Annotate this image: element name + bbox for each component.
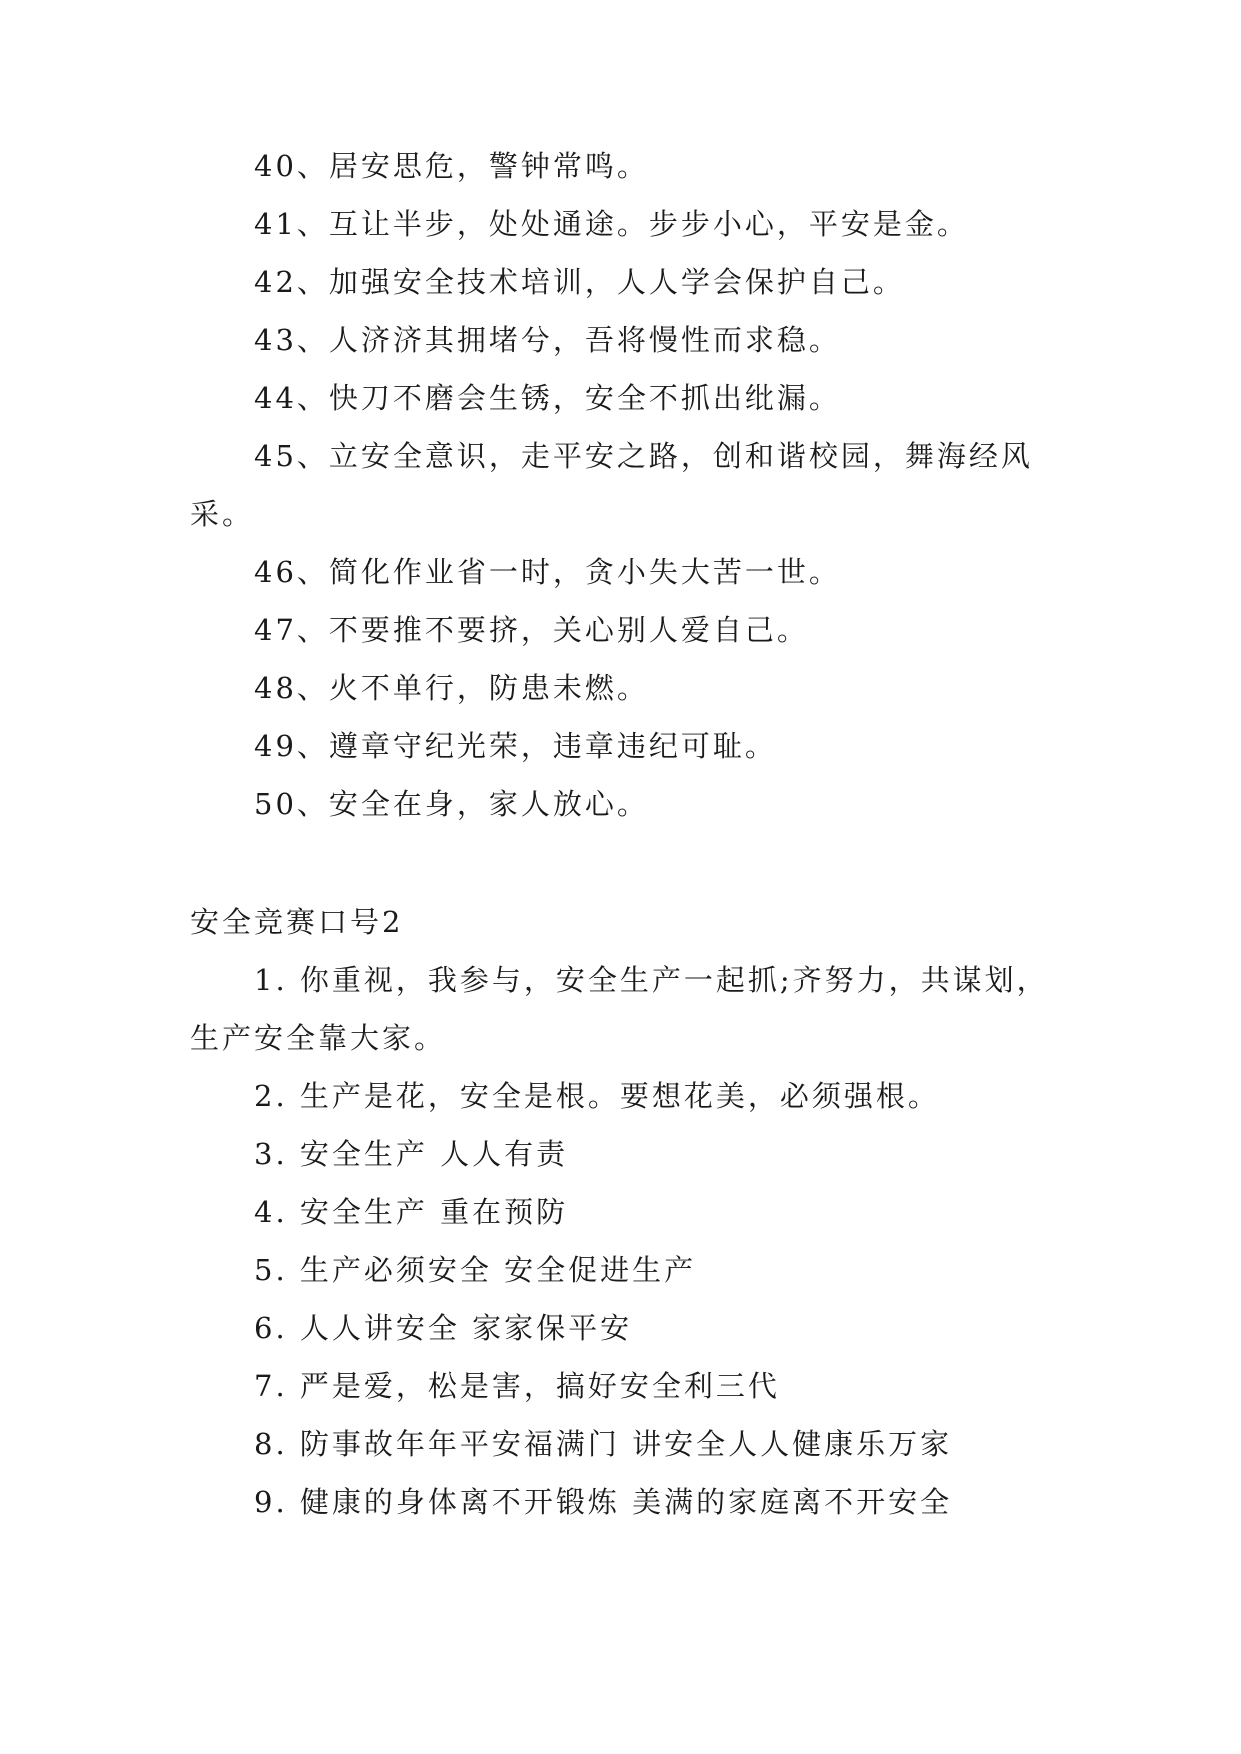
slogan-2-6: 6. 人人讲安全 家家保平安 <box>254 1311 633 1345</box>
slogan-47: 47、不要推不要挤，关心别人爱自己。 <box>254 613 809 647</box>
section-heading: 安全竞赛口号2 <box>190 905 404 939</box>
slogan-2-4: 4. 安全生产 重在预防 <box>254 1195 569 1229</box>
slogan-46: 46、简化作业省一时，贪小失大苦一世。 <box>254 555 841 589</box>
slogan-2-1: 1. 你重视，我参与，安全生产一起抓;齐努力，共谋划， <box>254 963 1049 997</box>
slogan-40: 40、居安思危，警钟常鸣。 <box>254 149 649 183</box>
slogan-44: 44、快刀不磨会生锈，安全不抓出纰漏。 <box>254 381 841 415</box>
slogan-2-1-continuation: 生产安全靠大家。 <box>190 1021 447 1055</box>
slogan-2-2: 2. 生产是花，安全是根。要想花美，必须强根。 <box>254 1079 940 1113</box>
slogan-2-8: 8. 防事故年年平安福满门 讲安全人人健康乐万家 <box>254 1427 953 1461</box>
slogan-45: 45、立安全意识，走平安之路，创和谐校园，舞海经风 <box>254 439 1033 473</box>
slogan-49: 49、遵章守纪光荣，违章违纪可耻。 <box>254 729 777 763</box>
slogan-45-continuation: 采。 <box>190 497 255 531</box>
slogan-50: 50、安全在身，家人放心。 <box>254 787 649 821</box>
slogan-2-5: 5. 生产必须安全 安全促进生产 <box>254 1253 697 1287</box>
slogan-2-7: 7. 严是爱，松是害，搞好安全利三代 <box>254 1369 780 1403</box>
slogan-2-3: 3. 安全生产 人人有责 <box>254 1137 569 1171</box>
slogan-43: 43、人济济其拥堵兮，吾将慢性而求稳。 <box>254 323 841 357</box>
slogan-48: 48、火不单行，防患未燃。 <box>254 671 649 705</box>
slogan-42: 42、加强安全技术培训，人人学会保护自己。 <box>254 265 905 299</box>
slogan-41: 41、互让半步，处处通途。步步小心，平安是金。 <box>254 207 969 241</box>
slogan-2-9: 9. 健康的身体离不开锻炼 美满的家庭离不开安全 <box>254 1485 953 1519</box>
